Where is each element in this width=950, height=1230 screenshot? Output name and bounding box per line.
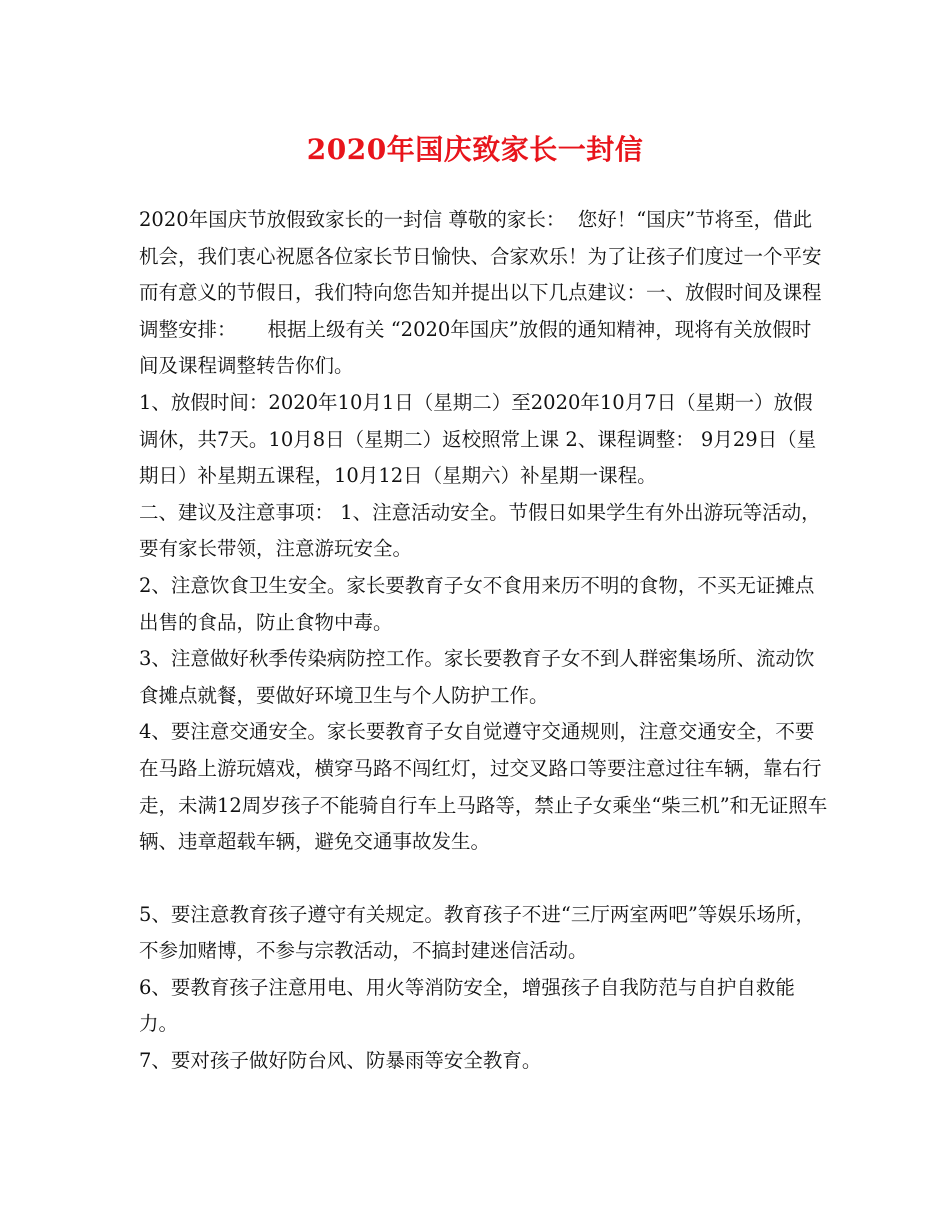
paragraph-schedule: 1、放假时间：2020年10月1日（星期二）至2020年10月7日（星期一）放假调休，共7天。10月8日（星期二）返校照常上课 2、课程调整： 9月29日（星期日）补星期五课程，10月12日（星期六）补星期一课程。 bbox=[139, 390, 817, 488]
paragraph-advice-3: 3、注意做好秋季传染病防控工作。家长要教育子女不到人群密集场所、流动饮食摊点就餐，要做好环境卫生与个人防护工作。 bbox=[139, 647, 815, 707]
paragraph-spacer bbox=[139, 861, 829, 897]
document-title: 2020年国庆致家长一封信 bbox=[306, 133, 644, 166]
paragraph-advice-2: 2、注意饮食卫生安全。家长要教育子女不食用来历不明的食物，不买无证摊点出售的食品，防止食物中毒。 bbox=[139, 573, 815, 634]
paragraph-intro: 2020年国庆节放假致家长的一封信 尊敬的家长： 您好！“国庆”节将至，借此机会，我们衷心祝愿各位家长节日愉快、合家欢乐！为了让孩子们度过一个平安而有意义的节假日，我们特向您告知并提出以下几点建议：一、放假时间及课程调整安排： 根据上级有关 “2020年国庆”放假的通知精神，现将有关放假时间及课程调整转告你们。 bbox=[139, 208, 822, 378]
paragraph-advice-5: 5、要注意教育孩子遵守有关规定。教育孩子不进“三厅两室两吧”等娱乐场所，不参加赌博，不参与宗教活动，不搞封建迷信活动。 bbox=[139, 902, 815, 963]
document-body bbox=[139, 202, 829, 1080]
paragraph-advice-1: 二、建议及注意事项： 1、注意活动安全。节假日如果学生有外出游玩等活动，要有家长带领，注意游玩安全。 bbox=[139, 500, 821, 561]
paragraph-advice-4: 4、要注意交通安全。家长要教育子女自觉遵守交通规则，注意交通安全，不要在马路上游玩嬉戏，横穿马路不闯红灯，过交叉路口等要注意过往车辆，靠右行走，未满12周岁孩子不能骑自行车上马路等，禁止子女乘坐“柴三机”和无证照车辆、违章超载车辆，避免交通事故发生。 bbox=[139, 720, 828, 854]
paragraph-advice-7: 7、要对孩子做好防台风、防暴雨等安全教育。 bbox=[139, 1049, 542, 1073]
paragraph-advice-6: 6、要教育孩子注意用电、用火等消防安全，增强孩子自我防范与自护自救能力。 bbox=[139, 975, 795, 1036]
